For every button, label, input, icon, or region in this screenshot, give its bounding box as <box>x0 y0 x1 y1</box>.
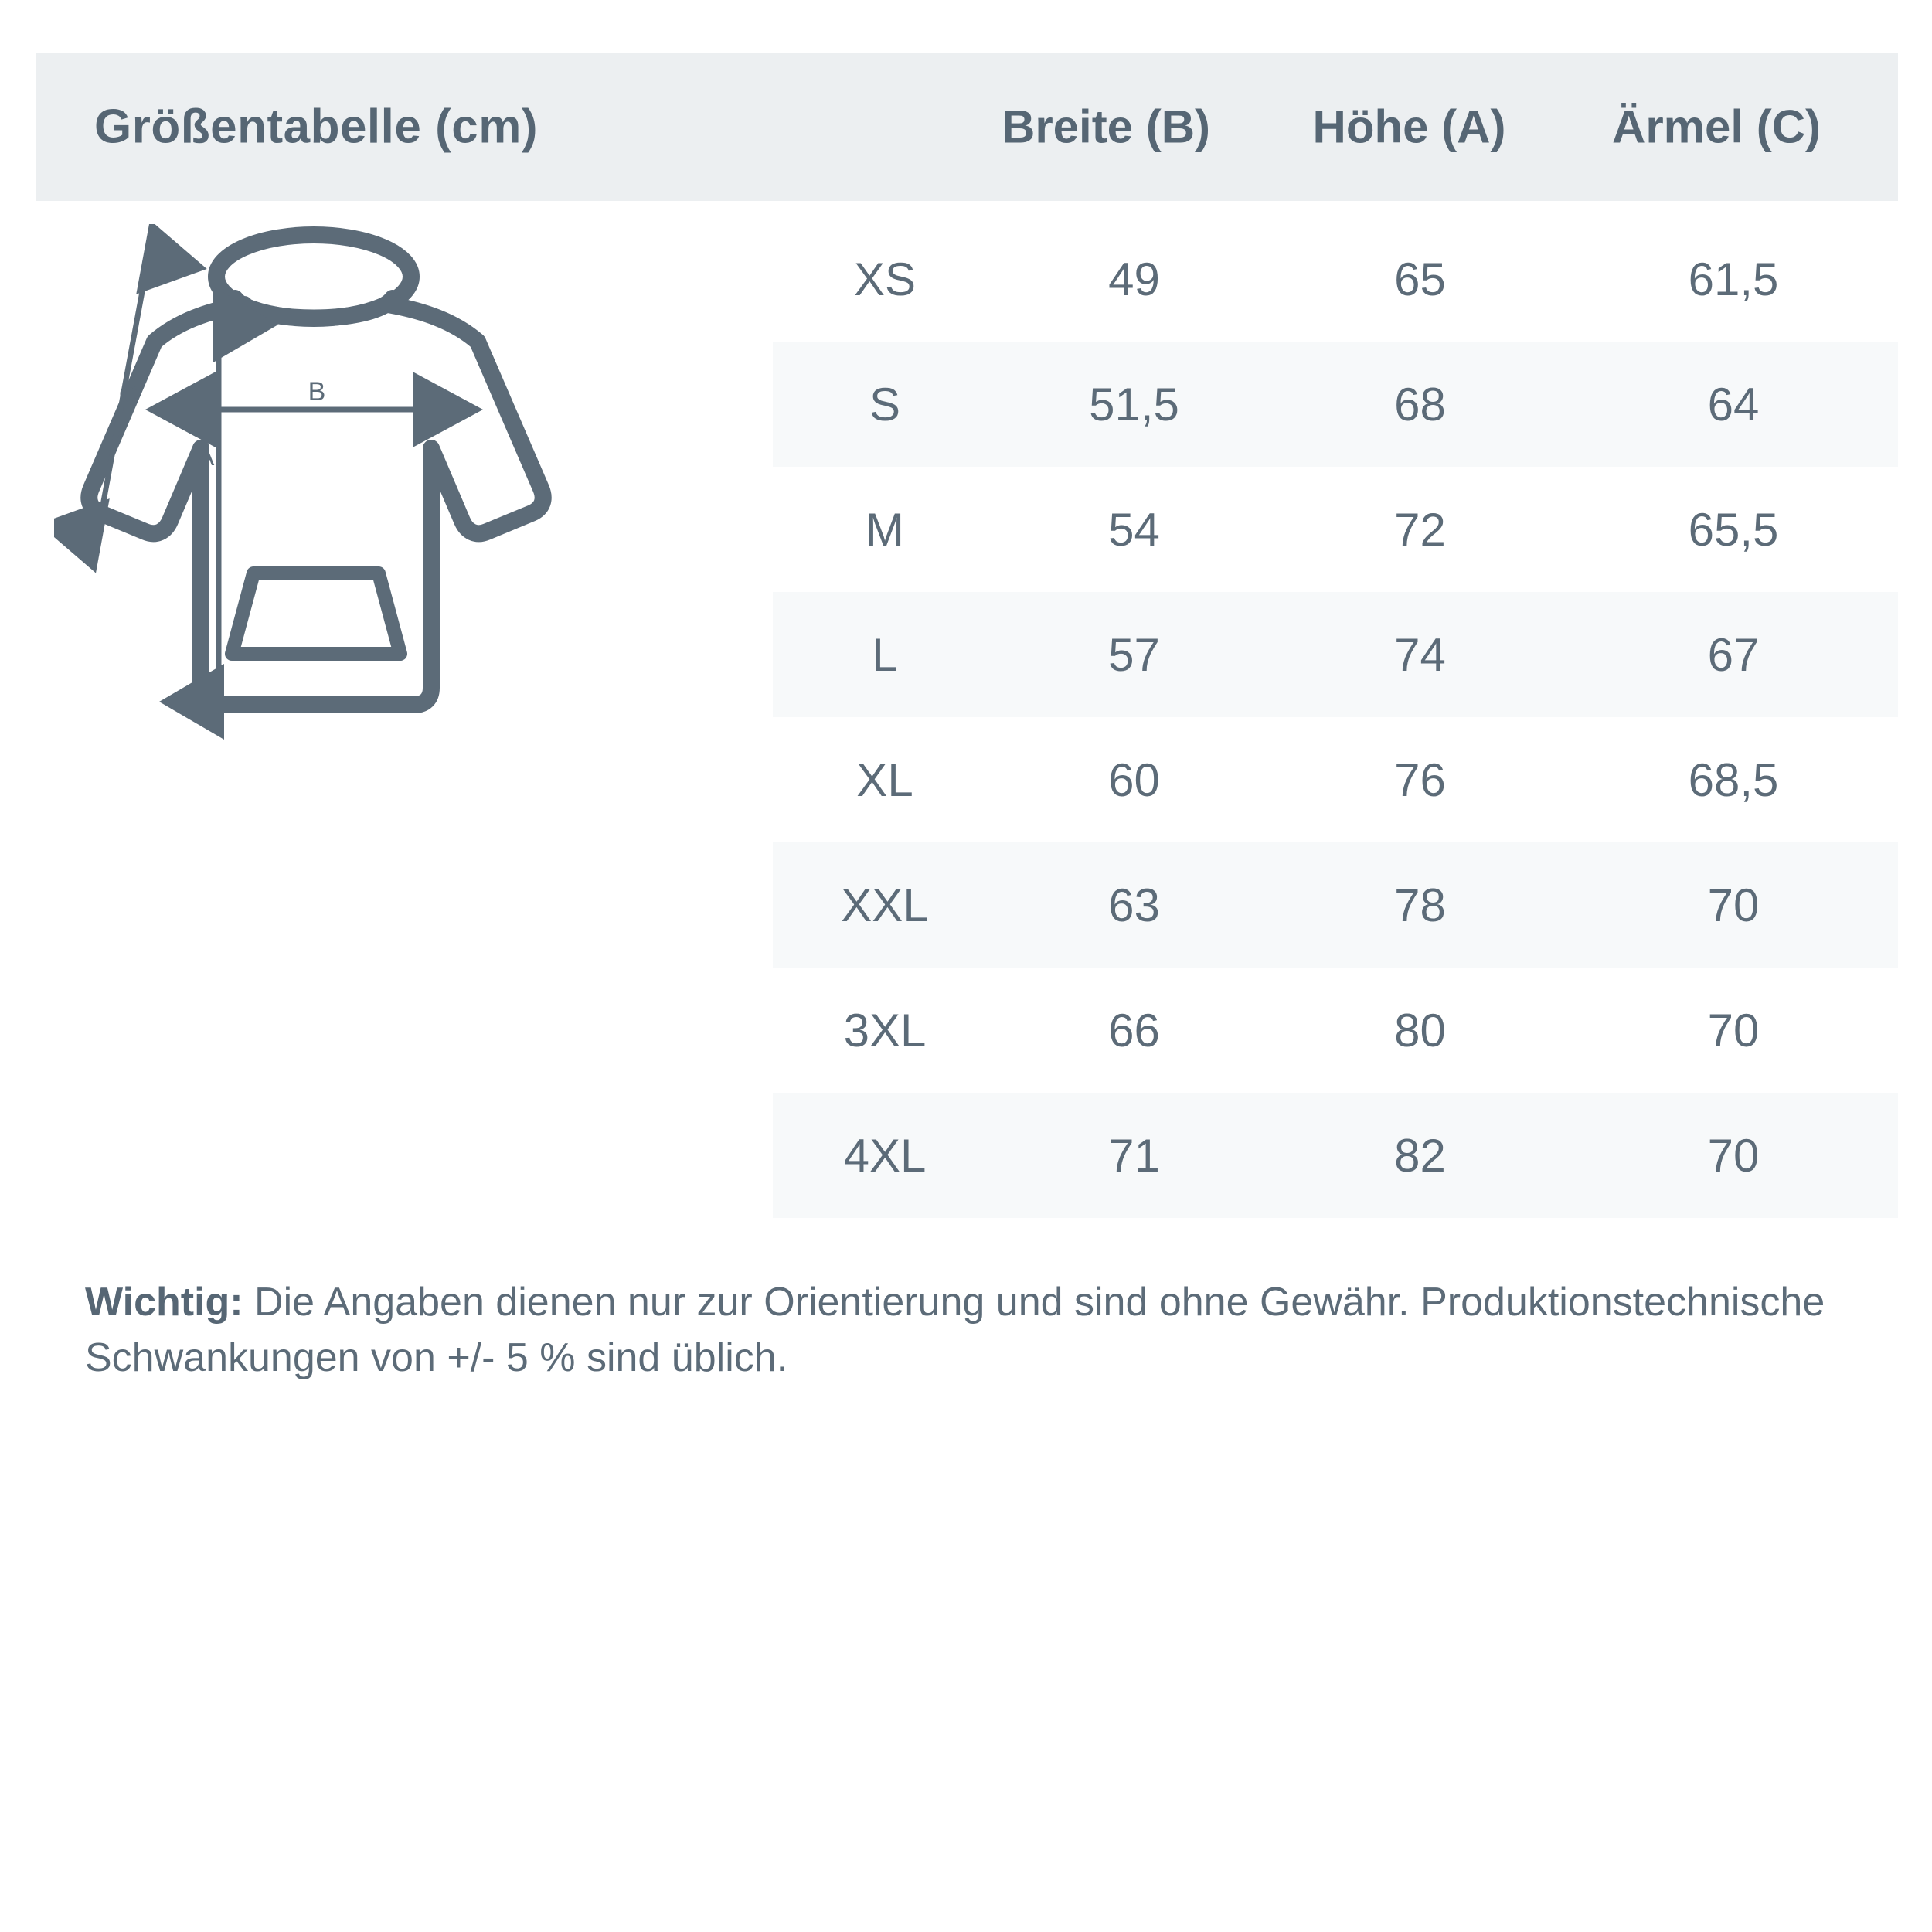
cell-breite: 54 <box>1108 503 1160 556</box>
cell-aermel: 70 <box>1569 1093 1898 1218</box>
page-title: Größentabelle (cm) <box>94 100 538 154</box>
cell-aermel: 68,5 <box>1688 753 1779 806</box>
column-header-hoehe: Höhe (A) <box>1312 100 1506 153</box>
cell-size: S <box>773 342 997 467</box>
cell-aermel: 64 <box>1569 342 1898 467</box>
width-measure-label: B <box>308 377 326 406</box>
cell-size: L <box>773 592 997 717</box>
column-header-breite: Breite (B) <box>1001 100 1211 153</box>
cell-hoehe: 78 <box>1271 842 1569 968</box>
cell-hoehe: 82 <box>1271 1093 1569 1218</box>
cell-breite: 51,5 <box>997 342 1271 467</box>
cell-breite: 71 <box>997 1093 1271 1218</box>
cell-hoehe: 76 <box>1394 753 1446 806</box>
sleeve-measure-label: C <box>118 380 138 410</box>
cell-aermel: 70 <box>1569 842 1898 968</box>
cell-size: XL <box>856 753 913 806</box>
disclaimer-lead: Wichtig: <box>85 1280 243 1325</box>
table-row <box>773 342 1898 467</box>
cell-aermel: 65,5 <box>1688 503 1779 556</box>
table-row <box>773 968 1898 1093</box>
height-measure-label: A <box>196 442 215 471</box>
cell-hoehe: 68 <box>1271 342 1569 467</box>
cell-hoehe: 74 <box>1271 592 1569 717</box>
cell-breite: 60 <box>1108 753 1160 806</box>
size-table <box>773 216 1898 1218</box>
cell-size: XS <box>853 253 917 305</box>
cell-hoehe: 65 <box>1394 253 1446 305</box>
cell-breite: 63 <box>997 842 1271 968</box>
cell-hoehe: 72 <box>1394 503 1446 556</box>
size-table-body <box>773 216 1898 1218</box>
table-row <box>773 1093 1898 1218</box>
cell-aermel: 70 <box>1707 1004 1760 1056</box>
table-row <box>773 592 1898 717</box>
cell-size: M <box>866 503 904 556</box>
table-row <box>773 842 1898 968</box>
table-header-band <box>36 53 1898 201</box>
table-row <box>773 467 1898 592</box>
disclaimer-text: Die Angaben dienen nur zur Orientierung und sind ohne Gewähr. Produktionstechnische Schwankungen von +/- 5 % sind üblich. <box>85 1280 1825 1380</box>
cell-size: 4XL <box>773 1093 997 1218</box>
cell-hoehe: 80 <box>1394 1004 1446 1056</box>
size-table-wrapper <box>773 216 1898 1218</box>
hoodie-outline <box>89 235 543 705</box>
cell-breite: 57 <box>997 592 1271 717</box>
cell-size: 3XL <box>843 1004 927 1056</box>
cell-breite: 66 <box>1108 1004 1160 1056</box>
cell-aermel: 61,5 <box>1688 253 1779 305</box>
hoodie-measurement-diagram <box>54 224 773 842</box>
cell-aermel: 67 <box>1569 592 1898 717</box>
column-header-aermel: Ärmel (C) <box>1611 100 1821 153</box>
table-row <box>773 717 1898 842</box>
table-row <box>773 216 1898 342</box>
disclaimer-note <box>85 1275 1855 1386</box>
cell-size: XXL <box>773 842 997 968</box>
column-headers <box>947 100 1898 154</box>
cell-breite: 49 <box>1108 253 1160 305</box>
